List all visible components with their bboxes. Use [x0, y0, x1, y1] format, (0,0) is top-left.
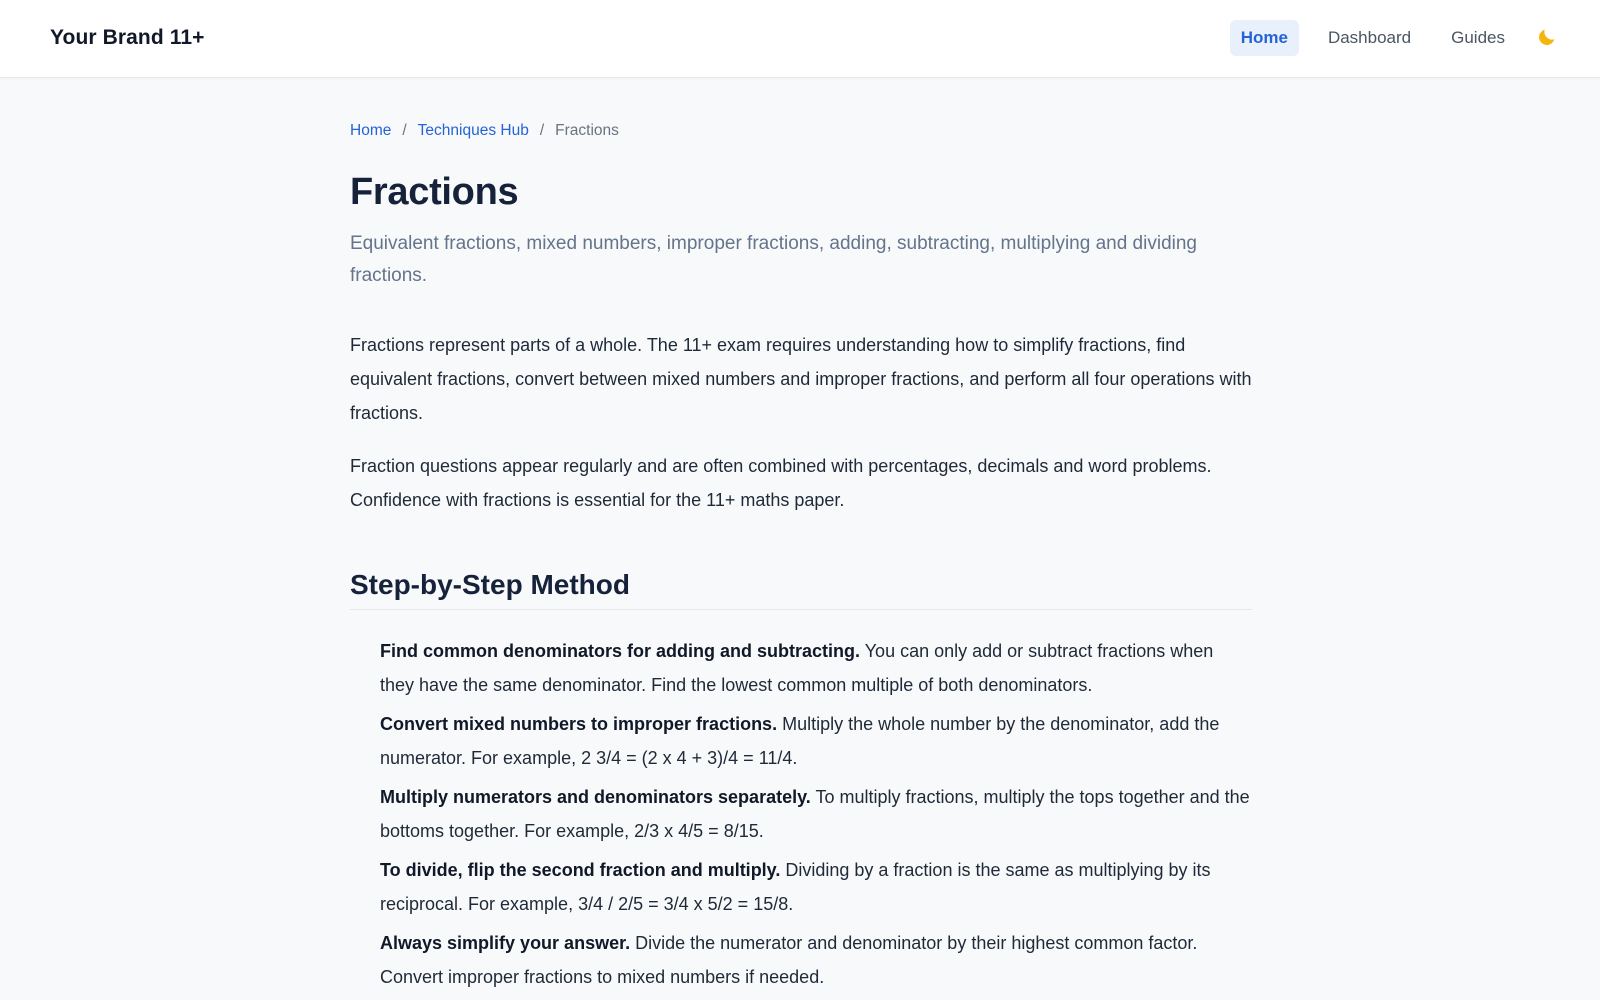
main-content	[350, 78, 1252, 999]
step-text: Dividing by a fraction is the same as multiplying by its reciprocal. For example, 3/4 / 2/5 = 3/4 x 5/2 = 15/8.	[380, 860, 1211, 914]
top-navbar	[0, 0, 1600, 78]
method-step	[380, 707, 1252, 775]
step-title: Convert mixed numbers to improper fractions.	[380, 714, 778, 734]
nav-guides[interactable]: Guides	[1451, 28, 1505, 47]
breadcrumb	[350, 122, 1252, 140]
intro-paragraph: Fractions represent parts of a whole. The 11+ exam requires understanding how to simplify fractions, find equivalent fractions, convert between mixed numbers and improper fractions, and perform all four operations with fractions.	[350, 335, 1252, 423]
brand-logo[interactable]: Your Brand 11+	[50, 26, 205, 49]
intro-paragraph: Fraction questions appear regularly and are often combined with percentages, decimals and word problems. Confidence with fractions is essential for the 11+ maths paper.	[350, 456, 1212, 510]
method-step	[380, 634, 1252, 702]
breadcrumb-current: Fractions	[555, 122, 619, 139]
page-subtitle: Equivalent fractions, mixed numbers, improper fractions, adding, subtracting, multiplying and dividing fractions.	[350, 233, 1197, 286]
breadcrumb-separator: /	[539, 122, 545, 139]
step-title: Find common denominators for adding and subtracting.	[380, 641, 861, 661]
main-nav	[1212, 20, 1560, 56]
nav-dashboard[interactable]: Dashboard	[1327, 28, 1412, 47]
step-text: Divide the numerator and denominator by their highest common factor. Convert improper fractions to mixed numbers if needed.	[380, 933, 1198, 987]
method-step	[380, 780, 1252, 848]
page-title: Fractions	[350, 171, 519, 213]
breadcrumb-home[interactable]: Home	[350, 122, 392, 139]
step-text: You can only add or subtract fractions when they have the same denominator. Find the lowest common multiple of both denominators.	[380, 641, 1214, 695]
breadcrumb-separator: /	[402, 122, 407, 139]
method-step	[380, 926, 1252, 994]
moon-icon	[1536, 26, 1558, 48]
method-step	[380, 853, 1252, 921]
step-title: Multiply numerators and denominators separately.	[380, 787, 811, 807]
method-heading: Step-by-Step Method	[350, 569, 1252, 610]
step-title: To divide, flip the second fraction and multiply.	[380, 860, 781, 880]
theme-toggle-button[interactable]	[1536, 26, 1560, 50]
step-text: To multiply fractions, multiply the tops together and the bottoms together. For example, 2/3 x 4/5 = 8/15.	[380, 787, 1250, 841]
step-text: Multiply the whole number by the denominator, add the numerator. For example, 2 3/4 = (2 x 4 + 3)/4 = 11/4.	[380, 714, 1220, 768]
method-steps-list	[350, 634, 1252, 994]
step-title: Always simplify your answer.	[380, 933, 631, 953]
nav-home[interactable]: Home	[1230, 20, 1299, 56]
intro-section	[350, 328, 1252, 517]
breadcrumb-techniques-hub[interactable]: Techniques Hub	[417, 122, 529, 139]
